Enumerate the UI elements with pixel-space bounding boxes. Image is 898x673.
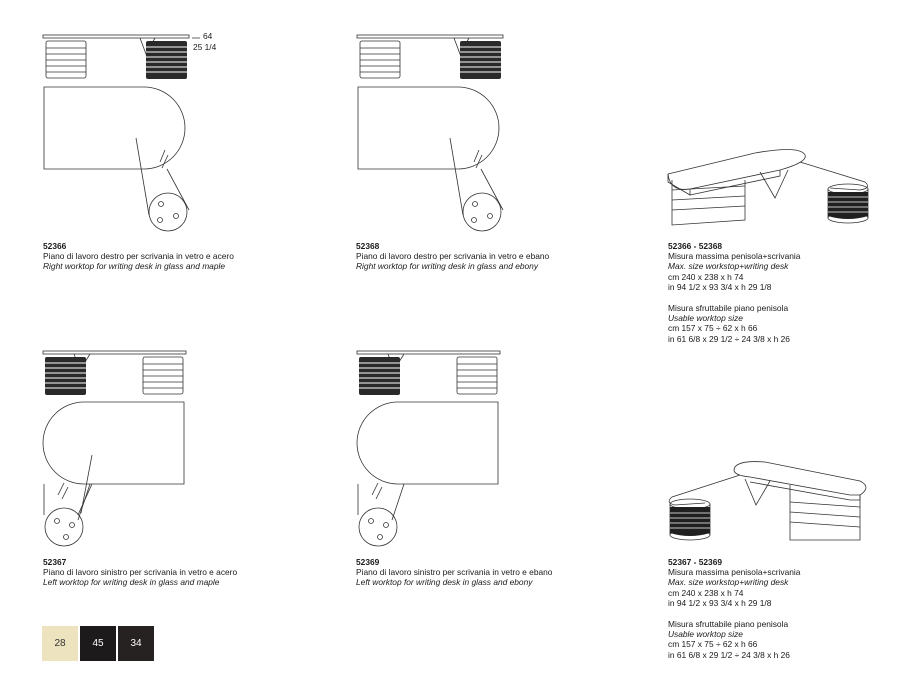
- set-caption-52366-52368: [668, 241, 800, 344]
- desc-italian: Piano di lavoro sinistro per scrivania in vetro e acero: [43, 567, 238, 578]
- dimension-inch: 25 1/4: [193, 42, 217, 52]
- desc-english: Right worktop for writing desk in glass and ebony: [356, 261, 539, 272]
- swatch-label: 28: [54, 638, 66, 649]
- usable-size-cm: cm 157 x 75 ÷ 62 x h 66: [668, 323, 758, 334]
- drawing-52368: [354, 30, 514, 235]
- swatch-label: 34: [130, 638, 142, 649]
- usable-size-cm: cm 157 x 75 ÷ 62 x h 66: [668, 639, 758, 650]
- usable-size-english: Usable worktop size: [668, 629, 743, 640]
- max-size-english: Max. size workstop+writing desk: [668, 577, 789, 588]
- max-size-italian: Misura massima penisola+scrivania: [668, 251, 801, 262]
- desc-italian: Piano di lavoro destro per scrivania in vetro e acero: [43, 251, 234, 262]
- perspective-52367-52369: [660, 455, 880, 555]
- usable-size-in: in 61 6/8 x 29 1/2 ÷ 24 3/8 x h 26: [668, 649, 790, 660]
- usable-size-in: in 61 6/8 x 29 1/2 ÷ 24 3/8 x h 26: [668, 333, 790, 344]
- product-code: 52368: [356, 241, 380, 251]
- drawing-52367: [40, 345, 200, 555]
- desc-english: Left worktop for writing desk in glass and ebony: [356, 577, 533, 588]
- caption-52369: [356, 557, 552, 588]
- max-size-in: in 94 1/2 x 93 3/4 x h 29 1/8: [668, 281, 772, 292]
- caption-52366: [43, 241, 234, 272]
- finish-swatch-34: [118, 626, 154, 661]
- swatch-label: 45: [92, 638, 104, 649]
- max-size-cm: cm 240 x 238 x h 74: [668, 271, 744, 282]
- usable-size-italian: Misura sfruttabile piano penisola: [668, 619, 789, 630]
- desc-english: Left worktop for writing desk in glass and maple: [43, 577, 220, 588]
- drawing-52369: [354, 345, 514, 555]
- caption-52368: [356, 241, 549, 272]
- max-size-english: Max. size workstop+writing desk: [668, 261, 789, 272]
- perspective-52366-52368: [660, 140, 880, 240]
- dimension-cm: 64: [203, 31, 213, 41]
- desc-italian: Piano di lavoro destro per scrivania in vetro e ebano: [356, 251, 550, 262]
- desc-english: Right worktop for writing desk in glass and maple: [43, 261, 226, 272]
- desc-italian: Piano di lavoro sinistro per scrivania in vetro e ebano: [356, 567, 553, 578]
- product-code: 52367: [43, 557, 67, 567]
- max-size-in: in 94 1/2 x 93 3/4 x h 29 1/8: [668, 597, 772, 608]
- usable-size-italian: Misura sfruttabile piano penisola: [668, 303, 789, 314]
- product-code: 52369: [356, 557, 380, 567]
- caption-52367: [43, 557, 237, 588]
- finish-swatch-28: [42, 626, 78, 661]
- max-size-italian: Misura massima penisola+scrivania: [668, 567, 801, 578]
- max-size-cm: cm 240 x 238 x h 74: [668, 587, 744, 598]
- product-code: 52366: [43, 241, 67, 251]
- set-caption-52367-52369: [668, 557, 800, 660]
- finish-swatch-45: [80, 626, 116, 661]
- usable-size-english: Usable worktop size: [668, 313, 743, 324]
- set-code: 52366 - 52368: [668, 241, 723, 251]
- set-code: 52367 - 52369: [668, 557, 723, 567]
- drawing-52366: [40, 30, 200, 235]
